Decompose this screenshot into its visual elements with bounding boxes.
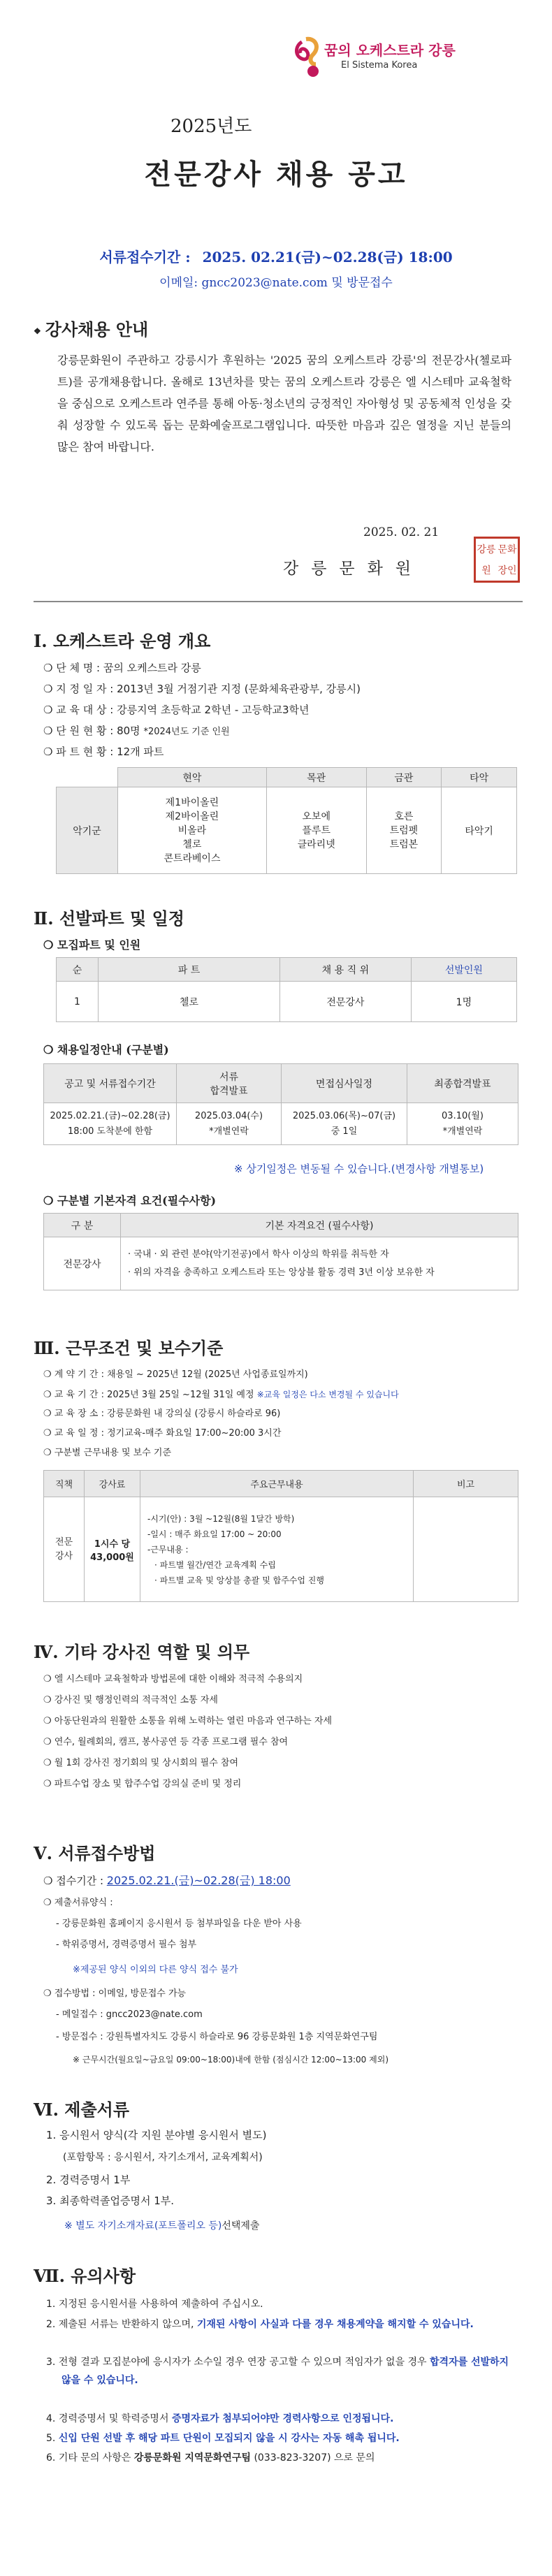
recruit-table xyxy=(56,957,517,1022)
fee-label: 1시수 당 xyxy=(94,1538,131,1550)
document-note-blue: ※ 별도 자기소개자료(포트폴리오 등) xyxy=(64,2220,222,2232)
subsection-heading xyxy=(43,1041,169,1057)
item-value: : 정기교육-매주 화요일 17:00~20:00 3시간 xyxy=(101,1428,282,1439)
condition-item xyxy=(43,1427,281,1441)
content-line: -시기(안) : 3월 ~12월(8월 1달간 방학) xyxy=(147,1513,295,1524)
document-note-text: 선택제출 xyxy=(221,2220,260,2232)
period-value: 2025. 02.21(금)~02.28(금) 18:00 xyxy=(202,249,453,265)
notice-item xyxy=(46,2450,521,2466)
announcement-date: 2025. 02. 21 xyxy=(363,525,440,539)
subsection-heading xyxy=(43,936,140,952)
bullet-icon: ❍ xyxy=(43,1988,55,1999)
duty-text: 월 1회 강사진 정기회의 및 상시회의 필수 참여 xyxy=(54,1758,239,1768)
period-label: 서류접수기간 : xyxy=(99,249,191,265)
schedule-note: ※ 상기일정은 변동될 수 있습니다.(변경사항 개별통보) xyxy=(234,1163,484,1175)
organization-name: 강릉문화원 xyxy=(283,560,424,578)
submission-period-line xyxy=(43,1874,291,1888)
condition-item xyxy=(43,1368,308,1382)
table-header: 최종합격발표 xyxy=(407,1064,518,1103)
bullet-icon: ❍ xyxy=(43,725,57,737)
form-label: 제출서류양식 : xyxy=(54,1898,113,1908)
notice-bold: 강릉문화원 지역문화연구팀 xyxy=(133,2452,252,2464)
notice-text: 지정된 응시원서를 사용하여 제출하여 주십시오. xyxy=(58,2299,263,2310)
form-item: - 강릉문화원 홈페이지 응시원서 등 첨부파일을 다운 받아 사용 xyxy=(56,1919,302,1929)
seal-char: 문화 xyxy=(497,544,517,555)
notice-num: 4. xyxy=(46,2413,56,2424)
requirements-table xyxy=(43,1213,518,1290)
notice-highlight: 기재된 사항이 사실과 다를 경우 채용계약을 해지할 수 있습니다. xyxy=(196,2319,474,2330)
table-header: 파 트 xyxy=(99,958,280,982)
schedule-table xyxy=(43,1063,518,1145)
bullet-icon: ❍ xyxy=(43,938,57,952)
item-label: 단 체 명 xyxy=(56,662,94,674)
document-item: (포함항목 : 응시원서, 자기소개서, 교육계획서) xyxy=(63,2152,263,2163)
item-value: : 강릉지역 초등학교 2학년 - 고등학교3학년 xyxy=(110,704,310,716)
requirement-item: · 위의 자격을 충족하고 오케스트라 또는 앙상블 활동 경력 3년 이상 보유한 자 xyxy=(128,1267,435,1278)
content-line: -근무내용 : xyxy=(147,1544,189,1555)
notice-item xyxy=(46,2410,521,2427)
table-header: 면접심사일정 xyxy=(282,1064,407,1103)
document-item: 2. 경력증명서 1부 xyxy=(46,2174,131,2186)
table-cell: 1명 xyxy=(411,982,516,1022)
table-cell: 2025.03.06(목)~07(금) 중 1일 xyxy=(282,1103,407,1145)
section-2-heading: Ⅱ. 선발파트 및 일정 xyxy=(34,908,184,929)
notice-highlight: 증명자료가 첨부되어야만 경력사항으로 인정됩니다. xyxy=(171,2413,394,2424)
table-cell: 03.10(월) *개별연락 xyxy=(407,1103,518,1145)
duty-item xyxy=(43,1694,218,1708)
bullet-icon: ❍ xyxy=(43,1695,55,1705)
overview-item xyxy=(43,661,201,675)
overview-item xyxy=(43,682,361,696)
email-line: 이메일: gncc2023@nate.com 및 방문접수 xyxy=(159,276,393,290)
bullet-icon: ❍ xyxy=(43,1674,55,1684)
section-5-heading: Ⅴ. 서류접수방법 xyxy=(34,1843,156,1863)
overview-item xyxy=(43,745,164,759)
notice-num: 1. xyxy=(46,2299,56,2310)
content-line: · 파트별 교육 및 앙상블 총괄 및 합주수업 진행 xyxy=(154,1575,324,1585)
overview-item xyxy=(43,724,230,739)
table-cell: 전문강사 xyxy=(280,982,412,1022)
item-value: : 꿈의 오케스트라 강릉 xyxy=(96,662,201,674)
logo-subtext: El Sistema Korea xyxy=(341,60,418,71)
table-header: 공고 및 서류접수기간 xyxy=(44,1064,177,1103)
table-header: 금관 xyxy=(366,768,442,787)
notice-item xyxy=(46,2296,521,2313)
item-label: 교 육 기 간 xyxy=(54,1390,99,1400)
bullet-icon: ❍ xyxy=(43,683,57,695)
requirement-item: · 국내 · 외 관련 분야(악기전공)에서 학사 이상의 학위를 취득한 자 xyxy=(128,1249,389,1260)
bullet-icon: ❍ xyxy=(43,1898,55,1908)
table-cell: 호른 트럼펫 트럼본 xyxy=(366,787,442,874)
document-item: 1. 응시원서 양식(각 지원 분야별 응시원서 별도) xyxy=(46,2129,267,2141)
item-value: : 채용일 ~ 2025년 12월 (2025년 사업종료일까지) xyxy=(101,1369,308,1380)
notice-item xyxy=(46,2353,521,2389)
notice-num: 3. xyxy=(46,2357,56,2368)
duty-item xyxy=(43,1735,288,1749)
item-value: : 2025년 3월 25일 ~12월 31일 예정 xyxy=(101,1390,254,1400)
table-header: 기본 자격요건 (필수사항) xyxy=(121,1214,518,1237)
form-line xyxy=(43,1896,113,1910)
duty-text: 파트수업 장소 및 합주수업 강의실 준비 및 정리 xyxy=(54,1779,242,1789)
item-value: : 강릉문화원 내 강의실 (강릉시 하슬라로 96) xyxy=(101,1409,281,1419)
condition-item xyxy=(43,1407,280,1421)
method-text: 접수방법 : 이메일, 방문접수 가능 xyxy=(54,1988,187,1999)
item-label: 단 원 현 황 xyxy=(56,725,107,737)
table-corner xyxy=(57,768,118,787)
section-1-heading: Ⅰ. 오케스트라 운영 개요 xyxy=(34,631,211,651)
bullet-icon: ❍ xyxy=(43,1875,57,1887)
table-cell: 타악기 xyxy=(442,787,517,874)
item-label: 지 정 일 자 xyxy=(56,683,107,695)
table-cell: 2025.03.04(수) *개별연락 xyxy=(177,1103,282,1145)
role-cell: 전문 강사 xyxy=(44,1497,85,1602)
bullet-icon: ❍ xyxy=(43,1194,57,1207)
item-note: *2024년도 기준 인원 xyxy=(143,727,230,737)
duty-item xyxy=(43,1756,238,1770)
section-6-heading: Ⅵ. 제출서류 xyxy=(34,2100,130,2120)
duty-text: 연수, 월례회의, 캠프, 봉사공연 등 각종 프로그램 필수 참여 xyxy=(54,1737,289,1747)
bullet-icon: ❍ xyxy=(43,1737,55,1747)
table-header: 비고 xyxy=(414,1471,518,1497)
table-header: 구 분 xyxy=(44,1214,121,1237)
table-header: 현악 xyxy=(118,768,267,787)
duty-item xyxy=(43,1673,303,1687)
subsection-heading xyxy=(43,1446,171,1460)
duty-item xyxy=(43,1715,332,1729)
table-cell: 오보에 플루트 클라리넷 xyxy=(266,787,366,874)
bullet-icon: ❍ xyxy=(43,1716,55,1726)
divider xyxy=(34,601,523,602)
bullet-icon: ❖ xyxy=(34,326,41,336)
notice-text: 제출된 서류는 반환하지 않으며, xyxy=(58,2319,197,2330)
section-7-heading: Ⅶ. 유의사항 xyxy=(34,2266,136,2286)
table-cell: 1 xyxy=(57,982,99,1022)
bullet-icon: ❍ xyxy=(43,1428,55,1439)
bullet-icon: ❍ xyxy=(43,1779,55,1789)
notice-tail: (033-823-3207) 으로 문의 xyxy=(251,2452,375,2464)
instrument-table xyxy=(56,767,517,874)
row-label: 악기군 xyxy=(57,787,118,874)
bullet-icon: ❍ xyxy=(43,1758,55,1768)
guide-heading-text: 강사채용 안내 xyxy=(45,319,149,340)
fee-cell xyxy=(85,1497,140,1602)
official-seal xyxy=(474,537,520,583)
duty-text: 엘 시스테마 교육철학과 방법론에 대한 이해와 적극적 수용의지 xyxy=(54,1674,303,1684)
table-header: 타악 xyxy=(442,768,517,787)
notice-num: 2. xyxy=(46,2319,56,2330)
bullet-icon: ❍ xyxy=(43,1043,57,1056)
duty-text: 강사진 및 행정인력의 적극적인 소통 자세 xyxy=(54,1695,218,1705)
table-header: 목관 xyxy=(266,768,366,787)
bullet-icon: ❍ xyxy=(43,1390,55,1400)
note-cell xyxy=(414,1497,518,1602)
table-cell: 2025.02.21.(금)~02.28(금) 18:00 도착분에 한함 xyxy=(44,1103,177,1145)
requirements-cell xyxy=(121,1237,518,1290)
duty-item xyxy=(43,1777,241,1791)
notice-text: 경력증명서 및 학력증명서 xyxy=(58,2413,172,2424)
page-title: 전문강사 채용 공고 xyxy=(144,158,408,191)
notice-highlight: 합격자를 선발하지 않을 수 있습니다. xyxy=(61,2357,509,2386)
item-label: 교 육 일 정 xyxy=(54,1428,99,1439)
subsection-text: 구분별 근무내용 및 보수 기준 xyxy=(54,1448,172,1458)
submission-period xyxy=(0,246,552,266)
seal-char: 장인 xyxy=(497,565,517,576)
table-header: 주요근무내용 xyxy=(140,1471,414,1497)
item-label: 교 육 대 상 xyxy=(56,704,107,716)
subsection-text: 모집파트 및 인원 xyxy=(57,938,141,952)
notice-text: 기타 문의 사항은 xyxy=(58,2452,134,2464)
overview-item xyxy=(43,703,310,717)
visit-item: - 방문접수 : 강원특별자치도 강릉시 하슬라로 96 강릉문화원 1층 지역문화연구팀 xyxy=(56,2032,378,2042)
notice-num: 6. xyxy=(46,2452,56,2464)
method-line xyxy=(43,1987,186,2001)
form-item: - 학위증명서, 경력증명서 필수 첨부 xyxy=(56,1940,197,1950)
guide-text: 강릉문화원이 주관하고 강릉시가 후원하는 '2025 꿈의 오케스트라 강릉'의 전문강사(첼로파트)를 공개채용합니다. 올해로 13년차를 맞는 꿈의 오케스트라 강릉은 엘 시스테마 교육철학을 중심으로 오케스트라 연주를 통해 아동·청소년의 긍정적인 자아형성 및 공동체적 인성을 갖춰 성장할 수 있도록 돕는 문화예술프로그램입니다. 따뜻한 마음과 깊은 열정을 지닌 분들의 많은 참여 바랍니다. xyxy=(57,354,511,453)
content-line: -일시 : 매주 화요일 17:00 ~ 20:00 xyxy=(147,1529,282,1539)
table-header: 선발인원 xyxy=(411,958,516,982)
item-value: : 80명 xyxy=(110,725,140,737)
bullet-icon: ❍ xyxy=(43,1409,55,1419)
table-header: 순 xyxy=(57,958,99,982)
form-note: ※제공된 양식 이외의 다른 양식 접수 불가 xyxy=(73,1965,238,1975)
document-note xyxy=(64,2219,259,2233)
item-value: : 12개 파트 xyxy=(110,745,164,758)
item-label: 파 트 현 황 xyxy=(56,745,107,758)
seal-char: 원 xyxy=(481,565,491,576)
table-header: 채 용 직 위 xyxy=(280,958,412,982)
subsection-text: 구분별 기본자격 요건(필수사항) xyxy=(57,1194,217,1207)
row-label: 전문강사 xyxy=(44,1237,121,1290)
notice-item xyxy=(46,2315,521,2334)
period-value: 2025.02.21.(금)~02.28(금) 18:00 xyxy=(106,1874,291,1887)
table-header: 서류 합격발표 xyxy=(177,1064,282,1103)
subsection-heading xyxy=(43,1192,216,1208)
section-3-heading: Ⅲ. 근무조건 및 보수기준 xyxy=(34,1338,224,1358)
item-note: ※교육 일정은 다소 변경될 수 있습니다 xyxy=(256,1390,399,1399)
section-4-heading: Ⅳ. 기타 강사진 역할 및 의무 xyxy=(34,1642,250,1662)
logo-text: 꿈의 오케스트라 강릉 xyxy=(324,42,456,59)
bullet-icon: ❍ xyxy=(43,1369,55,1380)
table-cell: 첼로 xyxy=(99,982,280,1022)
notice-highlight: 신입 단원 선발 후 해당 파트 단원이 모집되지 않을 시 강사는 자동 해촉 됩니다. xyxy=(58,2433,400,2444)
email-item: - 메일접수 : gncc2023@nate.com xyxy=(56,2009,203,2020)
logo xyxy=(292,36,460,85)
guide-heading xyxy=(34,316,148,340)
bullet-icon: ❍ xyxy=(43,704,57,716)
fee-value: 43,000원 xyxy=(90,1552,134,1563)
duty-text: 아동단원과의 원활한 소통을 위해 노력하는 열린 마음과 연구하는 자세 xyxy=(54,1716,333,1726)
item-value: : 2013년 3월 거점기관 지정 (문화체육관광부, 강릉시) xyxy=(110,683,361,695)
notice-num: 5. xyxy=(46,2433,56,2444)
table-cell: 제1바이올린 제2바이올린 비올라 첼로 콘트라베이스 xyxy=(118,787,267,874)
table-header: 직책 xyxy=(44,1471,85,1497)
seal-char: 강릉 xyxy=(477,544,496,555)
pay-table xyxy=(43,1470,518,1602)
year: 2025년도 xyxy=(170,116,252,137)
bullet-icon: ❍ xyxy=(43,662,57,674)
document-item: 3. 최종학력졸업증명서 1부. xyxy=(46,2195,175,2207)
hours-note: ※ 근무시간(월요일~금요일 09:00~18:00)내에 한함 (점심시간 12:00~13:00 제외) xyxy=(73,2055,389,2065)
subsection-text: 채용일정안내 (구분별) xyxy=(57,1043,169,1056)
item-label: 교 육 장 소 xyxy=(54,1409,99,1419)
content-line: · 파트별 월간/연간 교육계획 수립 xyxy=(154,1559,276,1570)
item-label: 계 약 기 간 xyxy=(54,1369,99,1380)
condition-item xyxy=(43,1388,399,1402)
table-header: 강사료 xyxy=(85,1471,140,1497)
bullet-icon: ❍ xyxy=(43,1448,55,1458)
notice-item xyxy=(46,2430,521,2447)
bullet-icon: ❍ xyxy=(43,745,57,758)
notice-text: 전형 결과 모집분야에 응시자가 소수일 경우 연장 공고할 수 있으며 적임자가 없을 경우 xyxy=(58,2357,430,2368)
period-label: 접수기간 : xyxy=(56,1875,104,1887)
content-cell xyxy=(140,1497,414,1602)
